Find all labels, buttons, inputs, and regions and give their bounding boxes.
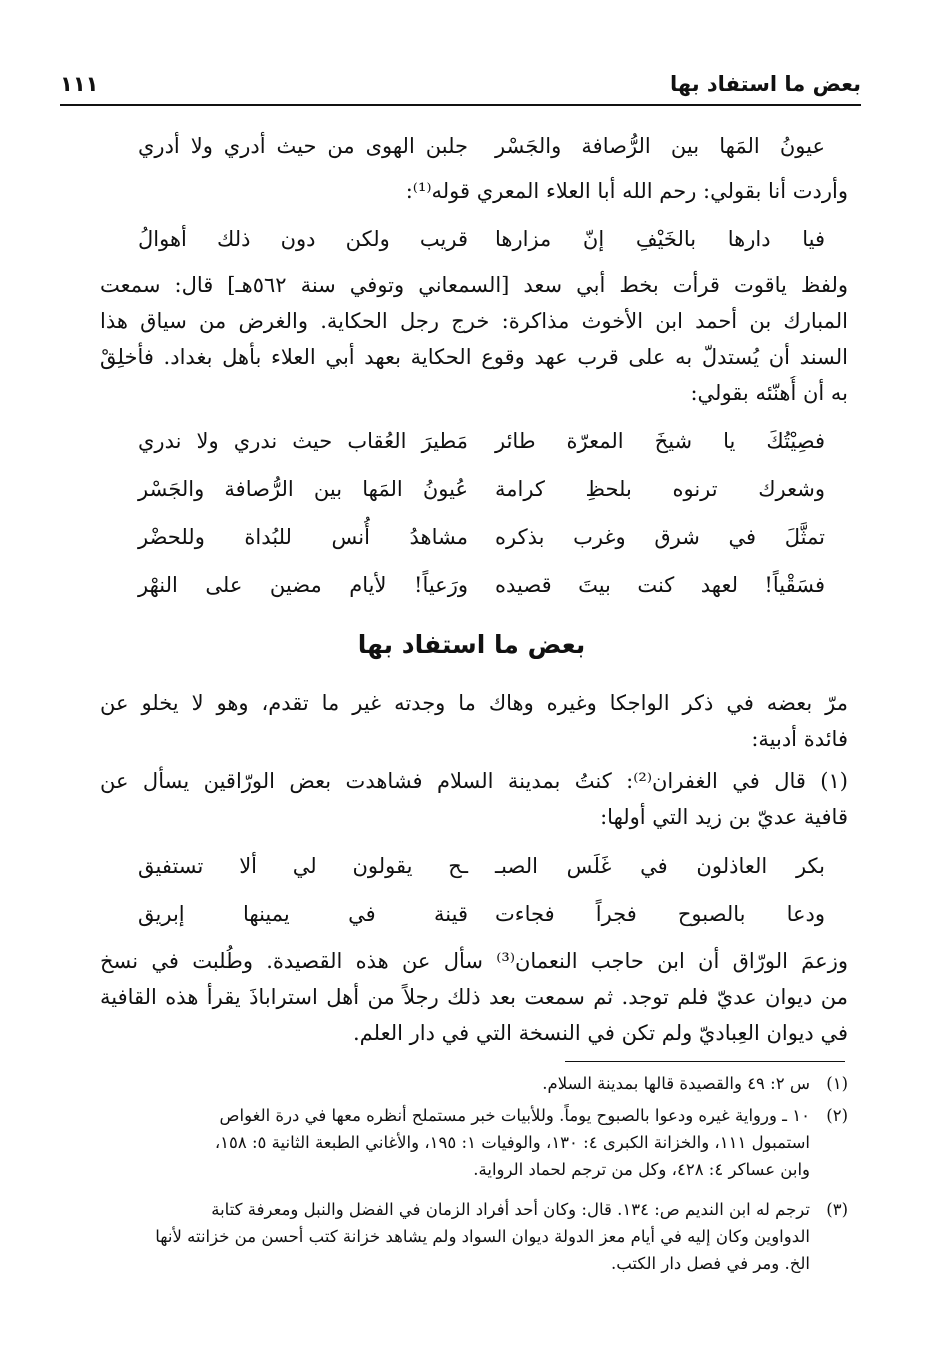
prose-line: المبارك بن أحمد ابن الأخوث مذاكرة: خرج رجل الحكاية. والغرض من سياق هذا bbox=[100, 309, 848, 333]
verse-line bbox=[138, 423, 825, 459]
verse-hemistich-left: عُيونُ المَها بين الرُّصافة والجَسْر bbox=[138, 477, 468, 501]
footnote-rule bbox=[565, 1061, 845, 1062]
verse-hemistich-left: قريب ولكن دون ذلك أهوالُ bbox=[138, 227, 468, 251]
header-rule bbox=[60, 104, 861, 106]
verse-hemistich-right: ودعا بالصبوح فجراً فجاءت bbox=[495, 902, 825, 926]
verse-line bbox=[138, 848, 825, 884]
verse-hemistich-right: فصِيْتُكَ يا شيخَ المعرّة طائر bbox=[495, 429, 825, 453]
prose-line: وزعمَ الورّاق أن ابن حاجب النعمان⁽³⁾ سأل عن هذه القصيدة. وطُلبت في نسخ bbox=[100, 949, 848, 973]
footnote-text: ترجم له ابن النديم ص: ١٣٤. قال: وكان أحد أفراد الزمان في الفضل والنبل ومعرفة كتابة bbox=[211, 1200, 810, 1219]
verse-hemistich-left: ورَعياً! لأيام مضين على النهْر bbox=[138, 573, 468, 597]
prose-line: فائدة أدبية: bbox=[751, 727, 848, 751]
prose-line: مرّ بعضه في ذكر الواجكا وغيره وهاك ما وجدته غير ما تقدم، وهو لا يخلو عن bbox=[100, 691, 848, 715]
verse-line bbox=[138, 221, 825, 257]
prose-line: وأردت أنا بقولي: رحم الله أبا العلاء المعري قوله⁽¹⁾: bbox=[405, 179, 848, 203]
verse-hemistich-left: مَطيرَ العُقاب حيث ندري ولا ندري bbox=[138, 429, 468, 453]
footnote-continuation: الدواوين وكان إليه في أيام معز الدولة ديوان السواد ولم يشاهد خزانة كتب أحسن من خزانته لأنها bbox=[155, 1227, 810, 1246]
verse-hemistich-left: جلبن الهوى من حيث أدري ولا أدري bbox=[138, 134, 468, 158]
running-title: بعض ما استفاد بها bbox=[669, 72, 861, 96]
prose-line: في ديوان العِباديّ ولم تكن في النسخة التي في دار العلم. bbox=[353, 1021, 848, 1045]
verse-hemistich-right: فسَقْياً! لعهد كنت بيتَ قصيده bbox=[495, 573, 825, 597]
section-heading: بعض ما استفاد بها bbox=[357, 630, 586, 659]
footnote bbox=[100, 1102, 848, 1129]
footnote-number: (٣) bbox=[826, 1200, 848, 1219]
prose-line: قافية عديّ بن زيد التي أولها: bbox=[600, 805, 848, 829]
footnote-text: س ٢: ٤٩ والقصيدة قالها بمدينة السلام. bbox=[542, 1074, 810, 1093]
verse-hemistich-right: تمثَّلَ في شرق وغرب بذكره bbox=[495, 525, 825, 549]
footnote bbox=[100, 1196, 848, 1223]
prose-line: (١) قال في الغفران⁽²⁾: كنتُ بمدينة السلام فشاهدت بعض الورّاقين يسأل عن bbox=[100, 769, 848, 793]
prose-line: ولفظ ياقوت قرأت بخط أبي سعد [السمعاني وتوفي سنة ٥٦٢هـ] قال: سمعت bbox=[100, 273, 848, 297]
verse-line bbox=[138, 471, 825, 507]
verse-hemistich-right: عيونُ المَها بين الرُّصافة والجَسْر bbox=[495, 134, 825, 158]
footnote-number: (٢) bbox=[826, 1106, 848, 1125]
verse-hemistich-right: وشعرك ترنوه بلحظِ كرامة bbox=[495, 477, 825, 501]
footnote-continuation: وابن عساكر ٤: ٤٢٨، وكل من ترجم لحماد الرواية. bbox=[473, 1160, 810, 1179]
footnote-continuation: الخ. ومر في فصل دار الكتب. bbox=[610, 1254, 810, 1273]
verse-hemistich-left: مشاهدُ أُنس للبُداة وللحضْر bbox=[138, 525, 468, 549]
page-number: ١١١ bbox=[60, 72, 99, 96]
prose-line: السند أن يُستدلّ به على قرب عهد وقوع الحكاية بعهد أبي العلاء بأهل بغداد. فأخلِقْ bbox=[100, 345, 848, 369]
verse-line bbox=[138, 567, 825, 603]
verse-line bbox=[138, 128, 825, 164]
page-header bbox=[60, 70, 861, 106]
verse-hemistich-left: ـح يقولون لي ألا تستفيق bbox=[138, 854, 468, 878]
prose-line: به أن أُهنّئه بقولي: bbox=[690, 381, 848, 405]
footnote-continuation: استمبول ١١١، والخزانة الكبرى ٤: ١٣٠، والوفيات ١: ١٩٥، والأغاني الطبعة الثانية ٥: ١٥٨، bbox=[214, 1133, 810, 1152]
footnote-number: (١) bbox=[826, 1074, 848, 1093]
verse-hemistich-right: بكر العاذلون في غَلَس الصبـ bbox=[495, 854, 825, 878]
prose-line: من ديوان عديّ فلم توجد. ثم سمعت بعد ذلك رجلاً من أهل استراباذَ يقرأ هذه القافية bbox=[100, 985, 848, 1009]
verse-line bbox=[138, 519, 825, 555]
footnote bbox=[100, 1070, 848, 1097]
footnote-text: ١٠ ـ ورواية غيره ودعوا بالصبوح يوماً. وللأبيات خبر مستملح أنظره معها في درة الغواص bbox=[219, 1106, 810, 1125]
verse-line bbox=[138, 896, 825, 932]
verse-hemistich-left: قينة في يمينها إبريق bbox=[138, 902, 468, 926]
verse-hemistich-right: فيا دارها بالخَيْفِ إنّ مزارها bbox=[495, 227, 825, 251]
